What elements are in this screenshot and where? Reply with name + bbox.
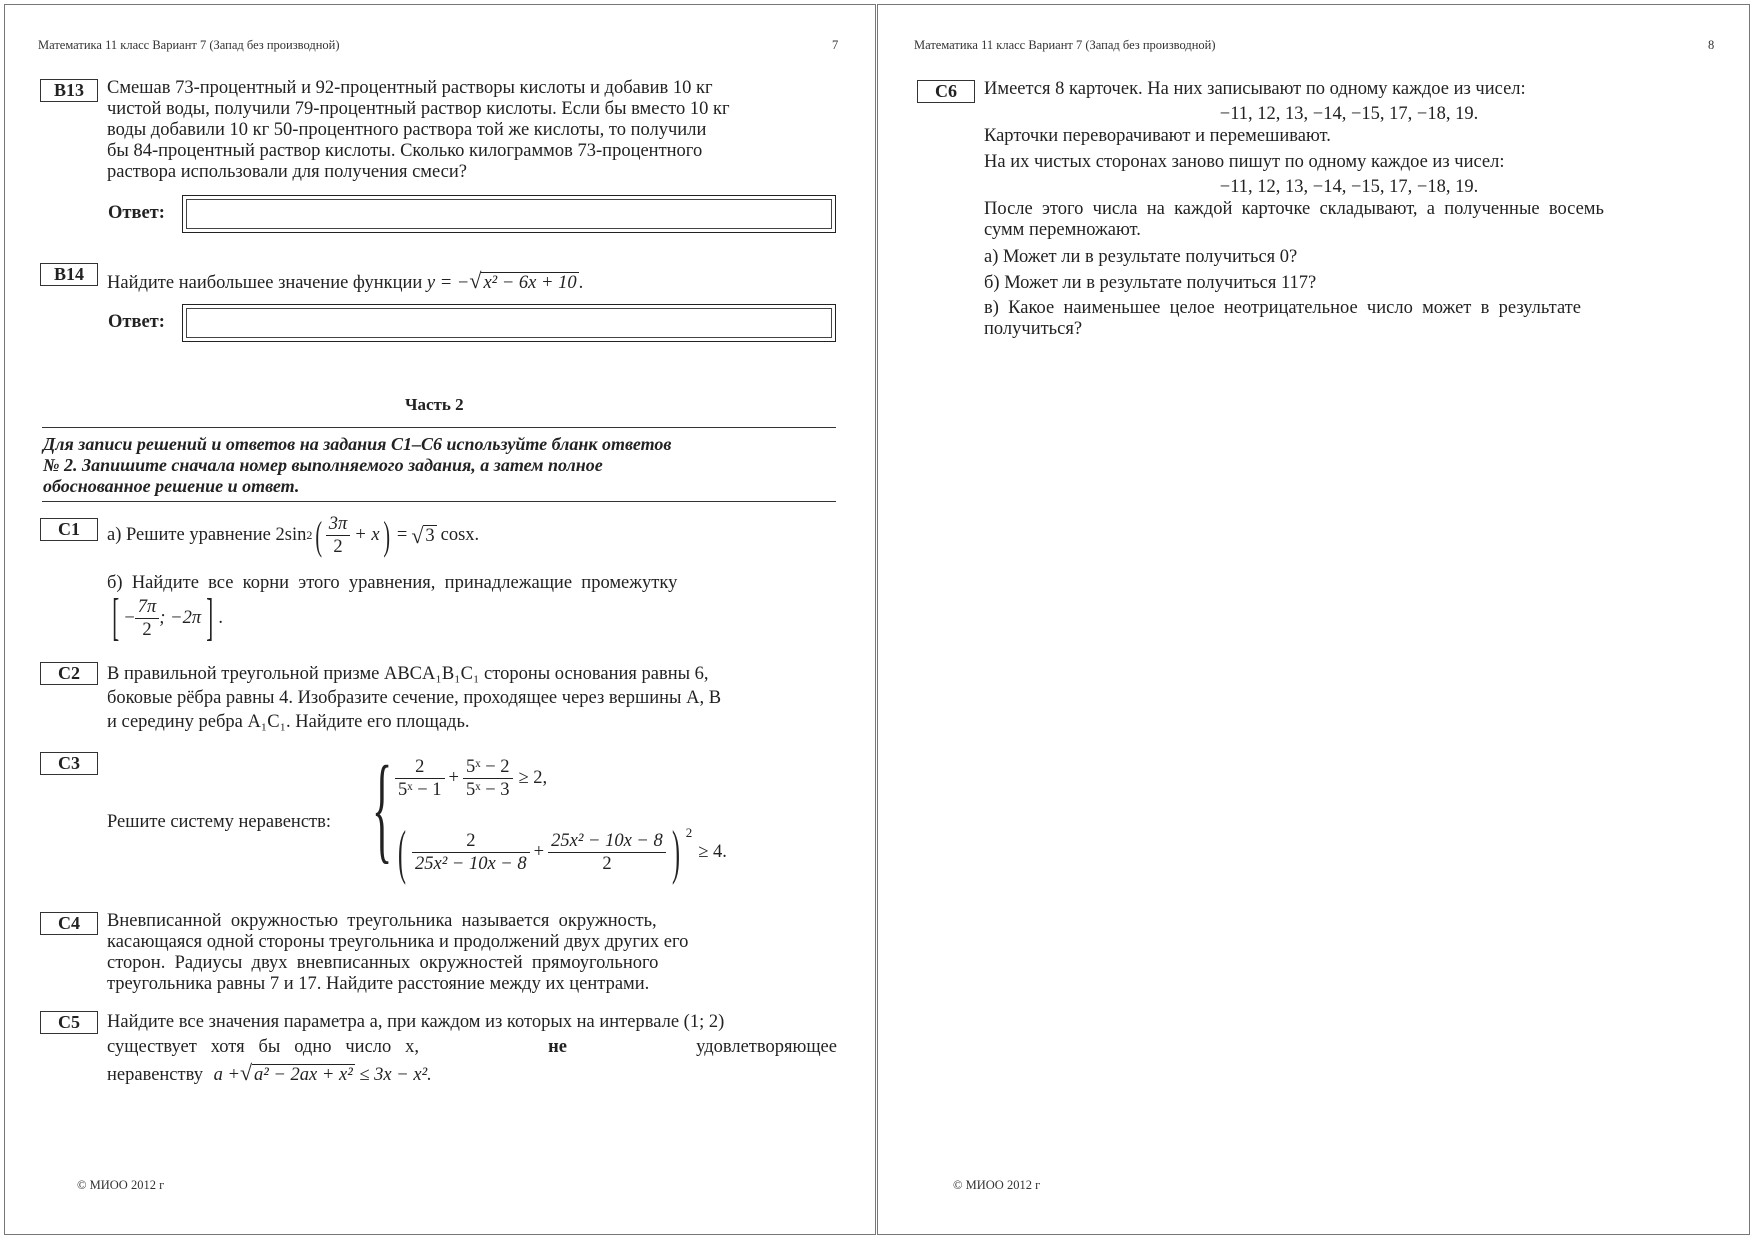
denominator: 5ˣ − 3 <box>465 780 510 800</box>
fraction <box>326 513 351 558</box>
c6-question-b: б) Может ли в результате получиться 117? <box>984 273 1317 293</box>
c3-row-2 <box>392 819 727 885</box>
formula-part: . <box>578 273 584 293</box>
numerator: 3π <box>326 513 351 536</box>
denominator: 25x² − 10x − 8 <box>414 853 527 874</box>
divider <box>42 427 836 428</box>
task-c2-text <box>107 662 837 734</box>
text-line: боковые рёбра равны 4. Изобразите сечение, проходящее через вершины A, B <box>107 688 722 708</box>
sqrt-icon: √ <box>411 523 424 548</box>
c3-label: Решите систему неравенств: <box>107 812 332 832</box>
denominator: 5ˣ − 1 <box>398 780 442 800</box>
formula-part: y = − <box>426 273 470 293</box>
task-b14-text <box>107 270 583 294</box>
denominator: 2 <box>333 537 343 557</box>
left-page <box>0 0 876 1239</box>
formula-part: ; −2π <box>159 607 202 628</box>
text-line: получиться? <box>984 319 1083 339</box>
numerator: 5ˣ − 2 <box>463 756 513 779</box>
right-page <box>877 0 1754 1239</box>
text-line: чистой воды, получили 79-процентный раствор кислоты. Если бы вместо 10 кг <box>107 99 730 119</box>
task-tag-c6: C6 <box>917 80 975 103</box>
bracket-left: [ <box>112 589 120 646</box>
task-tag-b14: B14 <box>40 263 98 286</box>
paren-left: ( <box>315 512 323 558</box>
task-tag-c3: C3 <box>40 752 98 775</box>
text-line: обоснованное решение и ответ. <box>43 476 300 496</box>
formula-radicand: x² − 6x + 10 <box>483 273 577 293</box>
fraction <box>463 756 513 801</box>
denominator: 2 <box>602 853 612 874</box>
paren-left: ( <box>397 819 406 885</box>
formula-part: cosx. <box>440 525 480 545</box>
text-line: После этого числа на каждой карточке складывают, а полученные восемь <box>984 199 1604 219</box>
formula-part: ≤ 3x − x². <box>359 1065 432 1085</box>
c3-row-1 <box>395 756 547 801</box>
task-c4-text <box>107 911 837 995</box>
bracket-right: ] <box>206 589 214 646</box>
text-line: сумм перемножают. <box>984 220 1141 240</box>
task-tag-c4: C4 <box>40 912 98 935</box>
answer-field-b14[interactable] <box>182 304 836 342</box>
text-line: Найдите наибольшее значение функции <box>107 273 423 293</box>
formula-part: ≥ 2, <box>518 768 548 788</box>
fraction <box>135 596 160 641</box>
text-line: воды добавили 10 кг 50-процентного раствора той же кислоты, то получили <box>107 120 707 140</box>
paren-right: ) <box>382 512 390 558</box>
numerator: 2 <box>412 830 530 853</box>
task-c1-b: б) Найдите все корни этого уравнения, принадлежащие промежутку <box>107 573 678 593</box>
formula-part: . <box>218 607 224 628</box>
text-line: а) Решите уравнение 2sin <box>107 525 307 545</box>
task-tag-b13: B13 <box>40 79 98 102</box>
text-line: В правильной треугольной призме ABCA₁B₁C₁ стороны основания равны 6, <box>107 664 709 684</box>
text-part: существует хотя бы одно число x, <box>107 1037 420 1057</box>
text-line: и середину ребра A₁C₁. Найдите его площадь. <box>107 712 470 732</box>
system-brace: { <box>372 741 393 874</box>
formula-part: + <box>448 768 459 788</box>
task-b13-text <box>107 78 837 183</box>
text-part: удовлетворяющее <box>696 1037 837 1057</box>
task-c5-line3 <box>107 1062 432 1086</box>
task-c5-line1: Найдите все значения параметра a, при каждом из которых на интервале (1; 2) <box>107 1012 725 1032</box>
formula-radicand: 3 <box>425 525 435 546</box>
divider <box>42 501 836 502</box>
c6-numbers-1: −11, 12, 13, −14, −15, 17, −18, 19. <box>1219 104 1479 124</box>
part-title: Часть 2 <box>405 395 464 414</box>
c6-line1: Имеется 8 карточек. На них записывают по одному каждое из чисел: <box>984 79 1526 99</box>
sqrt-icon: √ <box>469 268 482 293</box>
text-line: Для записи решений и ответов на задания С1–С6 используйте бланк ответов <box>43 434 672 454</box>
exponent: 2 <box>685 825 693 840</box>
task-tag-c1: C1 <box>40 518 98 541</box>
task-c1-a <box>107 513 479 558</box>
answer-field-b13[interactable] <box>182 195 836 233</box>
text-emphasis: не <box>548 1037 567 1057</box>
text-part: неравенству <box>107 1065 203 1085</box>
answer-label: Ответ: <box>108 203 165 223</box>
text-line: сторон. Радиусы двух вневписанных окружностей прямоугольного <box>107 953 659 973</box>
task-c1-interval <box>107 589 224 646</box>
task-c5-line2 <box>107 1037 837 1058</box>
text-line: треугольника равны 7 и 17. Найдите расстояние между их центрами. <box>107 974 650 994</box>
text-line: раствора использовали для получения смеси? <box>107 162 467 182</box>
c6-line3: На их чистых сторонах заново пишут по одному каждое из чисел: <box>984 152 1505 172</box>
formula-part: − <box>124 607 135 628</box>
fraction <box>412 830 530 875</box>
text-line: Вневписанной окружностью треугольника называется окружность, <box>107 911 657 931</box>
text-line: бы 84-процентный раствор кислоты. Сколько килограммов 73-процентного <box>107 141 703 161</box>
page-header-title: Математика 11 класс Вариант 7 (Запад без производной) <box>38 38 340 52</box>
footer-copyright: © МИОО 2012 г <box>77 1178 165 1192</box>
c6-paragraph <box>984 199 1714 241</box>
text-line: в) Какое наименьшее целое неотрицательное число может в результате <box>984 298 1581 318</box>
footer-copyright: © МИОО 2012 г <box>953 1178 1041 1192</box>
page-header-title: Математика 11 класс Вариант 7 (Запад без производной) <box>914 38 1216 52</box>
numerator: 7π <box>135 596 160 619</box>
formula-part: ≥ 4. <box>698 841 727 862</box>
formula-part: a + <box>213 1065 240 1085</box>
task-tag-c5: C5 <box>40 1011 98 1034</box>
denominator: 2 <box>142 619 152 640</box>
paren-right: ) <box>671 819 680 885</box>
formula-part: + x <box>354 525 380 545</box>
page-number: 7 <box>832 38 839 52</box>
c6-line2: Карточки переворачивают и перемешивают. <box>984 126 1331 146</box>
c6-question-c <box>984 298 1714 340</box>
c6-question-a: а) Может ли в результате получиться 0? <box>984 247 1298 267</box>
fraction <box>395 756 445 801</box>
formula-radicand: a² − 2ax + x² <box>254 1065 353 1085</box>
formula-part: = <box>396 525 408 545</box>
answer-label: Ответ: <box>108 312 165 332</box>
sqrt-icon: √ <box>239 1060 253 1085</box>
numerator: 2 <box>395 756 445 779</box>
formula-part: + <box>533 841 545 862</box>
numerator: 25x² − 10x − 8 <box>548 830 666 853</box>
task-tag-c2: C2 <box>40 662 98 685</box>
text-line: Смешав 73-процентный и 92-процентный растворы кислоты и добавив 10 кг <box>107 78 713 98</box>
text-line: № 2. Запишите сначала номер выполняемого задания, а затем полное <box>43 455 603 475</box>
c6-numbers-2: −11, 12, 13, −14, −15, 17, −18, 19. <box>1219 177 1479 197</box>
exponent: 2 <box>306 528 313 542</box>
fraction <box>548 830 666 875</box>
text-line: касающаяся одной стороны треугольника и продолжений двух других его <box>107 932 689 952</box>
instruction-block <box>43 434 835 497</box>
page-number: 8 <box>1708 38 1715 52</box>
